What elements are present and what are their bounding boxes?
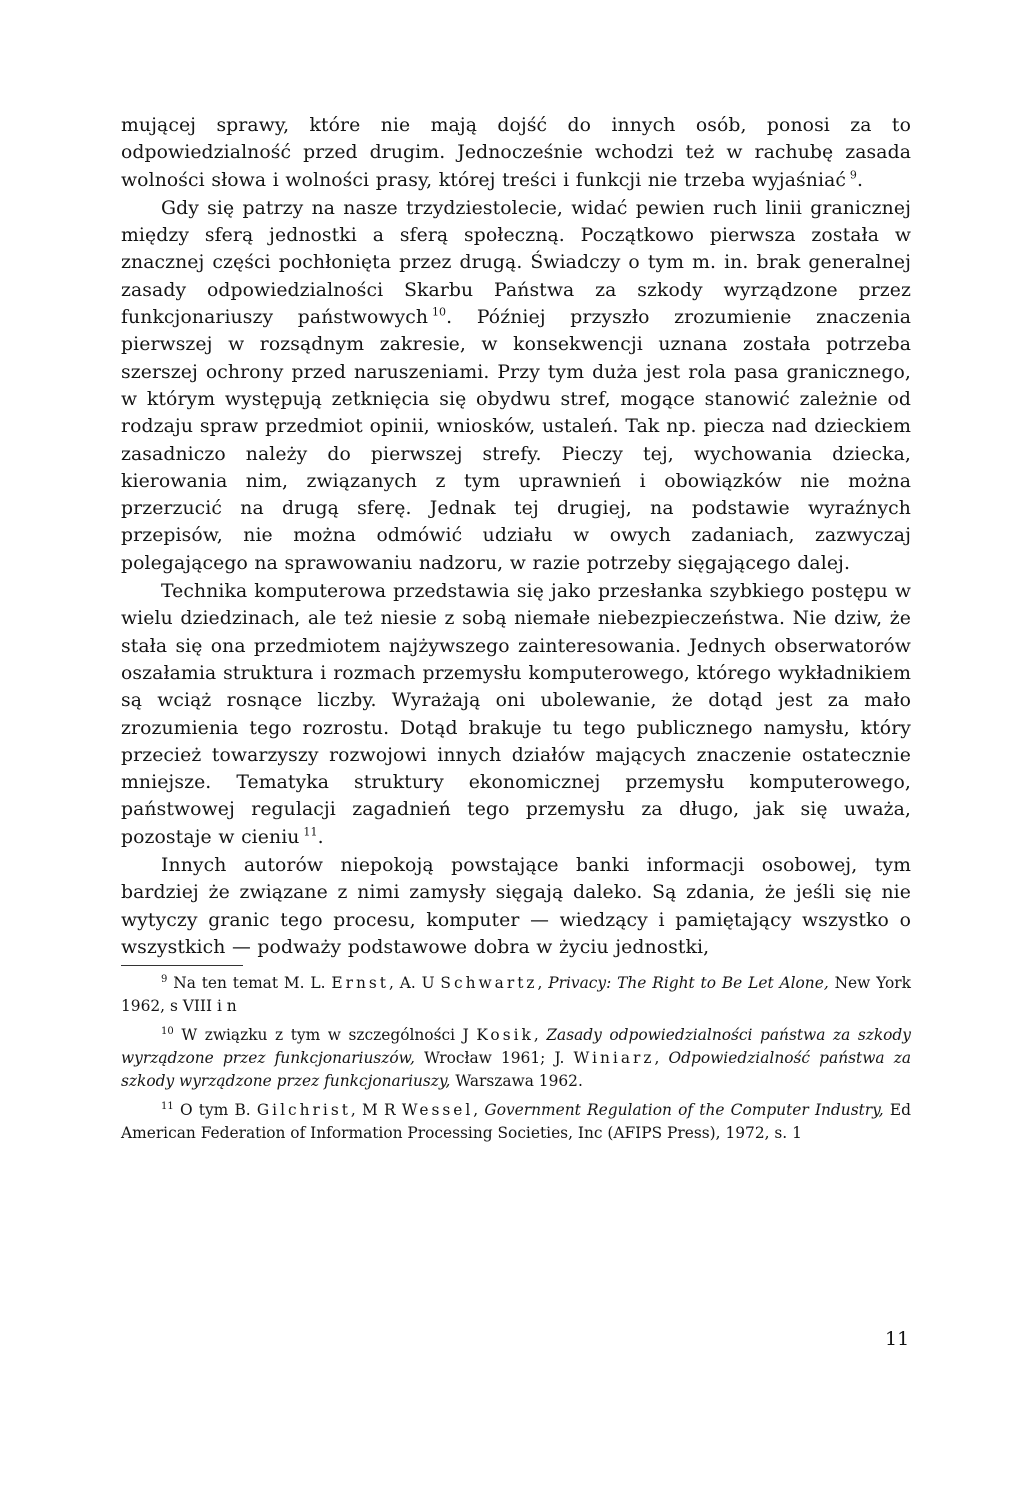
paragraph-3 bbox=[121, 578, 911, 851]
main-text bbox=[121, 112, 911, 961]
footnote-10-text-a: W związku z tym w szczególności J bbox=[181, 1026, 469, 1045]
footnote-ref-9[interactable]: 9 bbox=[849, 168, 857, 182]
footnote-11-text-a: O tym B. bbox=[179, 1101, 251, 1120]
footnote-10-title-2: Odpowiedzialność państwa za szkody wyrządzone przez funkcjonariuszy, bbox=[121, 1048, 911, 1090]
footnote-10-text-c: Wrocław 1961; J. bbox=[424, 1048, 565, 1067]
footnote-9-author-2: Schwartz bbox=[440, 974, 538, 993]
footnote-10-author-2: Winiarz bbox=[573, 1048, 655, 1067]
footnote-11-text-c: , bbox=[473, 1101, 479, 1120]
footnote-10-author: Kosik bbox=[476, 1026, 534, 1045]
paragraph-4-text: Innych autorów niepokoją powstające banki informacji osobowej, tym bardziej że związane z nimi zamysły sięgają daleko. Są zdania, że jeśli się nie wytyczy granic tego procesu, komputer — wiedzący i pamiętający wszystko o wszystkich — podważy podstawowe dobra w życiu jednostki, bbox=[121, 855, 911, 958]
footnote-9-text-a: Na ten temat M. L. bbox=[173, 974, 326, 993]
footnote-9-number: 9 bbox=[161, 974, 168, 986]
footnote-9 bbox=[121, 972, 911, 1017]
footnote-10-text-b: , bbox=[533, 1026, 539, 1045]
paragraph-2-continued: Później przyszło zrozumienie znaczenia pierwszej w rozsądnym zakresie, w konsekwencji uznana została potrzeba szerszej ochrony przed naruszeniami. Przy tym duża jest rola pasa granicznego, w którym występują zetknięcia się obydwu stref, mogące stanowić zależnie od rodzaju spraw przedmiot opinii, wniosków, ustaleń. Tak np. piecza nad dzieckiem zasadniczo należy do pierwszej strefy. Pieczy tej, wychowania dziecka, kierowania nim, związanych z tym uprawnień i obowiązków nie można przerzucić na drugą sferę. Jednak tej drugiej, na podstawie wyraźnych przepisów, nie można odmówić udziału w owych zadaniach, zazwyczaj polegającego na sprawowaniu nadzoru, w razie potrzeby sięgającego dalej. bbox=[121, 307, 912, 574]
paragraph-3-text: Technika komputerowa przedstawia się jako przesłanka szybkiego postępu w wielu dziedzinach, ale też niesie z sobą niemałe niebezpieczeństwa. Nie dziw, że stała się ona przedmiotem najżywszego zainteresowania. Jednych obserwatorów oszałamia struktura i rozmach przemysłu komputerowego, którego wykładnikiem są wciąż rosnące liczby. Wyrażają oni ubolewanie, że dotąd jest za mało zrozumienia tego rozrostu. Dotąd brakuje tu tego publicznego namysłu, który przecież towarzyszy rozwojowi innych działów mających znaczenie ostatecznie mniejsze. Tematyka struktury ekonomicznej przemysłu komputerowego, państwowej regulacji zagadnień tego przemysłu za długo, jak się uważa, pozostaje w cieniu bbox=[121, 581, 911, 848]
footnote-ref-10[interactable]: 10 bbox=[431, 305, 447, 319]
footnote-11 bbox=[121, 1099, 911, 1144]
footnote-9-text-d: New York 1962, s VIII i n bbox=[121, 974, 911, 1015]
footnote-10-text-e: Warszawa 1962. bbox=[455, 1071, 583, 1090]
footnote-11-author-2: Wessel bbox=[401, 1101, 474, 1120]
footnote-10-text-d: , bbox=[654, 1048, 660, 1067]
footnote-11-text-b: , M R bbox=[350, 1101, 396, 1120]
footnote-10-title: Zasady odpowiedzialności państwa za szkody wyrządzone przez funkcjonariuszów, bbox=[121, 1026, 911, 1067]
paragraph-2-text: Gdy się patrzy na nasze trzydziestolecie, widać pewien ruch linii granicznej między sferą jednostki a sferą społeczną. Początkowo pierwsza została w znacznej części pochłonięta przez drugą. Świadczy o tym m. in. brak generalnej zasady odpowiedzialności Skarbu Państwa za szkody wyrządzone przez funkcjonariuszy państwowych bbox=[121, 197, 911, 329]
footnote-11-title: Government Regulation of the Computer Industry, bbox=[484, 1101, 884, 1120]
paragraph-1 bbox=[121, 112, 911, 194]
paragraph-1-text: mującej sprawy, które nie mają dojść do innych osób, ponosi za to odpowiedzialność przed drugim. Jednocześnie wchodzi też w rachubę zasada wolności słowa i wolności prasy, której treści i funkcji nie trzeba wyjaśniać bbox=[121, 115, 911, 191]
paragraph-3-end: . bbox=[317, 826, 324, 848]
footnote-9-text-c: , bbox=[537, 974, 543, 993]
paragraph-2 bbox=[121, 195, 911, 577]
footnote-10-number: 10 bbox=[161, 1026, 174, 1038]
paragraph-2-end: . bbox=[446, 307, 453, 329]
footnote-11-number: 11 bbox=[161, 1101, 174, 1113]
footnote-ref-11[interactable]: 11 bbox=[303, 825, 318, 839]
footnote-11-text-d: Ed American Federation of Information Processing Societies, Inc (AFIPS Press), 1972, s. 1 bbox=[121, 1101, 911, 1142]
paragraph-1-end: . bbox=[856, 169, 864, 191]
footnote-10 bbox=[121, 1024, 911, 1092]
page-content bbox=[121, 112, 911, 1151]
footnotes bbox=[121, 972, 911, 1144]
page-number: 11 bbox=[885, 1328, 910, 1350]
footnote-9-author: Ernst bbox=[331, 974, 389, 993]
footnote-9-title: Privacy: The Right to Be Let Alone, bbox=[548, 974, 829, 993]
footnote-9-text-b: , A. U bbox=[388, 974, 435, 993]
footnote-divider bbox=[121, 965, 243, 966]
paragraph-4 bbox=[121, 852, 911, 961]
footnote-11-author: Gilchrist bbox=[256, 1101, 351, 1120]
